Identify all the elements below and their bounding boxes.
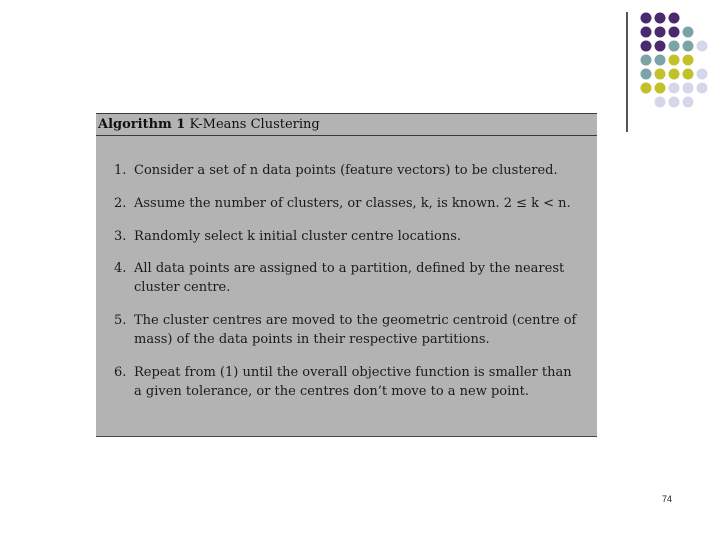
decorative-dot [697, 69, 708, 80]
decorative-dot [655, 27, 666, 38]
algorithm-top-rule [96, 113, 597, 114]
decorative-dot [669, 27, 680, 38]
decorative-dot [641, 27, 652, 38]
step-text: All data points are assigned to a partition, defined by the nearest [134, 261, 565, 276]
step-number: 3. [114, 229, 127, 244]
step-text: Randomly select k initial cluster centre locations. [134, 229, 462, 244]
step-number: 5. [114, 313, 127, 328]
decorative-dot [697, 83, 708, 94]
algorithm-label: Algorithm 1 [98, 117, 186, 132]
decorative-dot [683, 55, 694, 66]
step-number: 1. [114, 163, 127, 178]
step-text-continued: a given tolerance, or the centres don’t move to a new point. [134, 384, 530, 399]
decorative-vertical-rule [626, 12, 628, 132]
decorative-dot-grid [0, 0, 720, 130]
decorative-dot [641, 13, 652, 24]
page-number: 74 [662, 494, 673, 504]
decorative-dot [669, 83, 680, 94]
decorative-dot [655, 13, 666, 24]
decorative-dot [641, 69, 652, 80]
decorative-dot [655, 97, 666, 108]
step-number: 4. [114, 261, 127, 276]
decorative-dot [641, 55, 652, 66]
algorithm-heading [98, 117, 320, 132]
step-text: Consider a set of n data points (feature vectors) to be clustered. [134, 163, 558, 178]
decorative-dot [683, 41, 694, 52]
decorative-dot [655, 41, 666, 52]
decorative-dot [655, 83, 666, 94]
decorative-dot [683, 83, 694, 94]
decorative-dot [641, 83, 652, 94]
step-number: 2. [114, 196, 127, 211]
decorative-dot [669, 13, 680, 24]
step-number: 6. [114, 365, 127, 380]
step-text: Assume the number of clusters, or classes, k, is known. 2 ≤ k < n. [134, 196, 571, 211]
step-text-continued: mass) of the data points in their respective partitions. [134, 332, 490, 347]
decorative-dot [655, 55, 666, 66]
decorative-dot [669, 41, 680, 52]
algorithm-box [96, 113, 597, 437]
decorative-dot [655, 69, 666, 80]
algorithm-title: K-Means Clustering [189, 117, 320, 132]
decorative-dot [641, 41, 652, 52]
decorative-dot [669, 97, 680, 108]
step-text-continued: cluster centre. [134, 280, 231, 295]
decorative-dot [683, 27, 694, 38]
algorithm-header-rule [96, 135, 597, 136]
decorative-dot [683, 69, 694, 80]
step-text: The cluster centres are moved to the geometric centroid (centre of [134, 313, 577, 328]
decorative-dot [669, 55, 680, 66]
decorative-dot [669, 69, 680, 80]
step-text: Repeat from (1) until the overall objective function is smaller than [134, 365, 572, 380]
decorative-dot [683, 97, 694, 108]
decorative-dot [697, 41, 708, 52]
